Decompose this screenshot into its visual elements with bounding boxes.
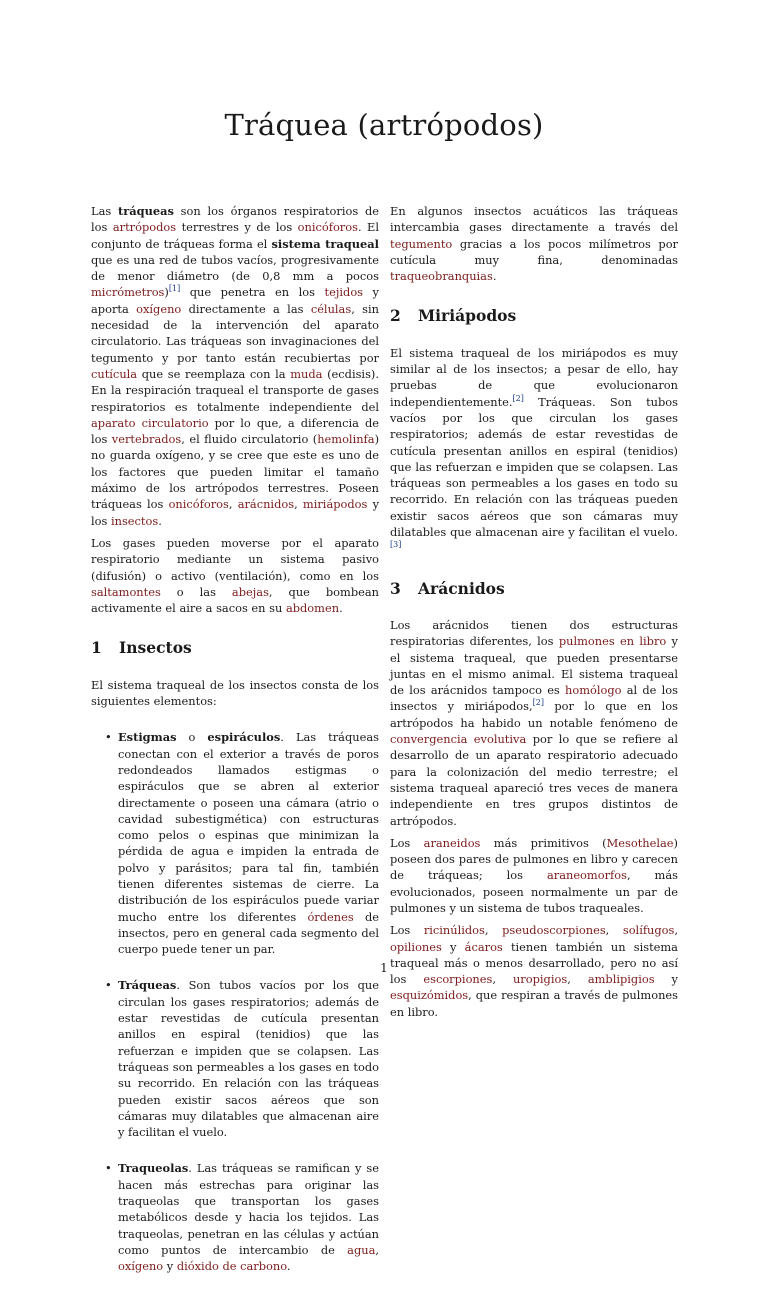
page-number: 1 xyxy=(380,961,388,975)
insectos-element-list xyxy=(91,729,379,1274)
inline-link[interactable]: abejas xyxy=(231,584,269,599)
intro-paragraph-2: Los gases pueden moverse por el aparato respiratorio mediante un sistema pasivo (difusión) o activo (ventilación), como en los saltamontes o las abejas, que bombean activamente el aire a sacos en su abdomen. xyxy=(91,535,380,616)
inline-link[interactable]: vertebrados xyxy=(111,432,182,447)
inline-link[interactable]: escorpiones xyxy=(423,972,493,987)
insectos-aquatic-paragraph: En algunos insectos acuáticos las tráqueas intercambia gases directamente a través del tegumento gracias a los pocos milímetros por cutícula muy fina, denominadas traqueobranquias. xyxy=(390,204,678,284)
inline-link[interactable]: oxígeno xyxy=(118,1259,164,1274)
section-number: 1 xyxy=(91,638,102,658)
inline-link[interactable]: hemolinfa xyxy=(317,432,375,447)
aracnidos-paragraph-1: Los arácnidos tienen dos estructuras respiratorias diferentes, los pulmones en libro y el sistema traqueal, que pueden presentarse juntas en el mismo animal. El sistema traqueal de los arácnidos tampoco es homólogo al de los insectos y miriápodos,[2] por lo que en los artrópodos ha habido un notable fenómeno de convergencia evolutiva por lo que se refiere al desarrollo de un aparato respiratorio adecuado para la colonización del medio terrestre; el sistema traqueal apareció tres veces de manera independiente en tres grupos distintos de artrópodos. xyxy=(390,617,678,828)
inline-link[interactable]: uropigios xyxy=(512,972,568,987)
inline-link[interactable]: oxígeno xyxy=(136,301,182,316)
section-heading-aracnidos xyxy=(390,578,678,598)
bullet: • xyxy=(105,978,112,993)
inline-link[interactable]: arácnidos xyxy=(237,497,295,512)
intro-paragraph-1: Las tráqueas son los órganos respiratorios de los artrópodos terrestres y de los onicóforos. El conjunto de tráqueas forma el sistema traqueal que es una red de tubos vacíos, progresivamente de menor diámetro (de 0,8 mm a pocos micrómetros)[1] que penetra en los tejidos y aporta oxígeno directamente a las células, sin necesidad de la intervención del aparato circulatorio. Las tráqueas son invaginaciones del tegumento y por tanto están recubiertas por cutícula que se reemplaza con la muda (ecdisis). En la respiración traqueal el transporte de gases respiratorios es totalmente independiente del aparato circulatorio por lo que, a diferencia de los vertebrados, el fluido circulatorio (hemolinfa) no guarda oxígeno, y se cree que este es uno de los factores que pueden limitar el tamaño máximo de los artrópodos terrestres. Poseen tráqueas los onicóforos, arácnidos, miriápodos y los insectos. xyxy=(91,204,380,528)
insectos-intro: El sistema traqueal de los insectos consta de los siguientes elementos: xyxy=(91,677,379,709)
reference-link[interactable]: [1] xyxy=(168,284,181,294)
inline-link[interactable]: artrópodos xyxy=(112,220,177,235)
miriapodos-paragraph: El sistema traqueal de los miriápodos es muy similar al de los insectos; a pesar de ello, hay pruebas de que evolucionaron independientemente.[2] Tráqueas. Son tubos vacíos por los que circulan los gases respiratorios; además de estar revestidas de cutícula presentan anillos en espiral (tenidios) que las refuerzan e impiden que se colapsen. Las tráqueas son permeables a los gases en todo su recorrido. En relación con las tráqueas pueden existir sacos aéreos que son cámaras muy dilatables que almacenan aire y facilitan el vuelo. [3] xyxy=(390,345,678,550)
inline-link[interactable]: araneidos xyxy=(423,835,481,850)
inline-link[interactable]: opiliones xyxy=(390,939,442,954)
inline-link[interactable]: convergencia evolutiva xyxy=(390,732,527,747)
inline-link[interactable]: células xyxy=(310,301,352,316)
inline-link[interactable]: homólogo xyxy=(565,683,622,698)
page-title: Tráquea (artrópodos) xyxy=(224,108,544,142)
bullet: • xyxy=(105,1161,112,1176)
list-item-text: Traqueolas. Las tráqueas se ramifican y se hacen más estrechas para originar las traqueolas que transportan los gases metabólicos desde y hacia los tejidos. Las traqueolas, penetran en las células y actúan como puntos de intercambio de agua, oxígeno y dióxido de carbono. xyxy=(118,1161,379,1274)
list-item-estigmas xyxy=(91,729,379,957)
inline-link[interactable]: onicóforos xyxy=(168,497,229,512)
inline-link[interactable]: amblipigios xyxy=(587,972,655,987)
inline-link[interactable]: abdomen xyxy=(285,601,340,616)
aracnidos-paragraph-2: Los araneidos más primitivos (Mesothelae) poseen dos pares de pulmones en libro y carecen de tráqueas; los araneomorfos, más evolucionados, poseen normalmente un par de pulmones y un sistema de tubos traqueales. xyxy=(390,835,678,915)
inline-link[interactable]: dióxido de carbono xyxy=(176,1259,287,1274)
inline-link[interactable]: onicóforos xyxy=(297,220,358,235)
left-column xyxy=(91,203,379,1295)
bold-term: Traqueolas xyxy=(118,1161,189,1176)
reference-link[interactable]: [2] xyxy=(532,698,544,708)
inline-link[interactable]: ricinúlidos xyxy=(423,923,485,938)
section-number: 2 xyxy=(390,306,401,326)
inline-link[interactable]: agua xyxy=(347,1242,376,1257)
bold-term: Tráqueas xyxy=(118,978,177,993)
section-title: Arácnidos xyxy=(418,578,505,598)
list-item-traqueas xyxy=(91,977,379,1140)
inline-link[interactable]: muda xyxy=(290,366,323,381)
inline-link[interactable]: miriápodos xyxy=(302,497,368,512)
bold-term: espiráculos xyxy=(207,730,281,745)
inline-link[interactable]: pulmones en libro xyxy=(558,634,667,649)
section-title: Insectos xyxy=(119,638,192,658)
inline-link[interactable]: araneomorfos xyxy=(546,868,627,883)
inline-link[interactable]: ácaros xyxy=(464,939,503,954)
inline-link[interactable]: solífugos xyxy=(622,923,675,938)
reference-link[interactable]: [2] xyxy=(512,393,524,403)
inline-link[interactable]: pseudoscorpiones xyxy=(502,923,606,938)
section-heading-insectos xyxy=(91,640,379,656)
inline-link[interactable]: saltamontes xyxy=(91,584,161,599)
section-number: 3 xyxy=(390,578,401,598)
bold-term: sistema traqueal xyxy=(271,236,379,251)
bold-term: Estigmas xyxy=(118,730,177,745)
aracnidos-paragraph-3: Los ricinúlidos, pseudoscorpiones, solífugos, opiliones y ácaros tienen también un sistema traqueal más o menos desarrollado, pero no así los escorpiones, uropigios, amblipigios y esquizómidos, que respiran a través de pulmones en libro. xyxy=(390,923,679,1019)
inline-link[interactable]: esquizómidos xyxy=(390,988,469,1003)
list-item-traqueolas xyxy=(91,1160,379,1274)
list-item-text: Tráqueas. Son tubos vacíos por los que circulan los gases respiratorios; además de estar revestidas de cutícula presentan anillos en espiral (tenidios) que las refuerzan e impiden que se colapsen. Las tráqueas son permeables a los gases en todo su recorrido. En relación con las tráqueas pueden existir sacos aéreos que son cámaras muy dilatables que almacenan aire y facilitan el vuelo. xyxy=(118,978,379,1140)
inline-link[interactable]: traqueobranquias xyxy=(390,269,493,284)
section-heading-miriapodos xyxy=(390,308,678,324)
inline-link[interactable]: aparato circulatorio xyxy=(91,415,209,430)
inline-link[interactable]: órdenes xyxy=(307,909,354,924)
inline-link[interactable]: insectos xyxy=(110,513,159,528)
inline-link[interactable]: micrómetros xyxy=(91,285,165,300)
inline-link[interactable]: tejidos xyxy=(324,285,364,300)
section-title: Miriápodos xyxy=(418,306,517,326)
bullet: • xyxy=(105,730,112,745)
inline-link[interactable]: cutícula xyxy=(91,366,138,381)
list-item-text: Estigmas o espiráculos. Las tráqueas conectan con el exterior a través de poros redondeados llamados estigmas o espiráculos que se abren al exterior directamente o poseen una cámara (atrio o cavidad subestigmética) con estructuras como pelos o espinas que minimizan la pérdida de agua e impiden la entrada de polvo y parásitos; para tal fin, también tienen diferentes sistemas de cierre. La distribución de los espiráculos puede variar mucho entre los diferentes órdenes de insectos, pero en general cada segmento del cuerpo puede tener un par. xyxy=(118,730,379,957)
right-column xyxy=(390,203,678,1026)
reference-link[interactable]: [3] xyxy=(390,540,402,550)
bold-term: tráqueas xyxy=(117,204,174,218)
inline-link[interactable]: tegumento xyxy=(390,236,453,251)
inline-link[interactable]: Mesothelae xyxy=(606,835,674,850)
